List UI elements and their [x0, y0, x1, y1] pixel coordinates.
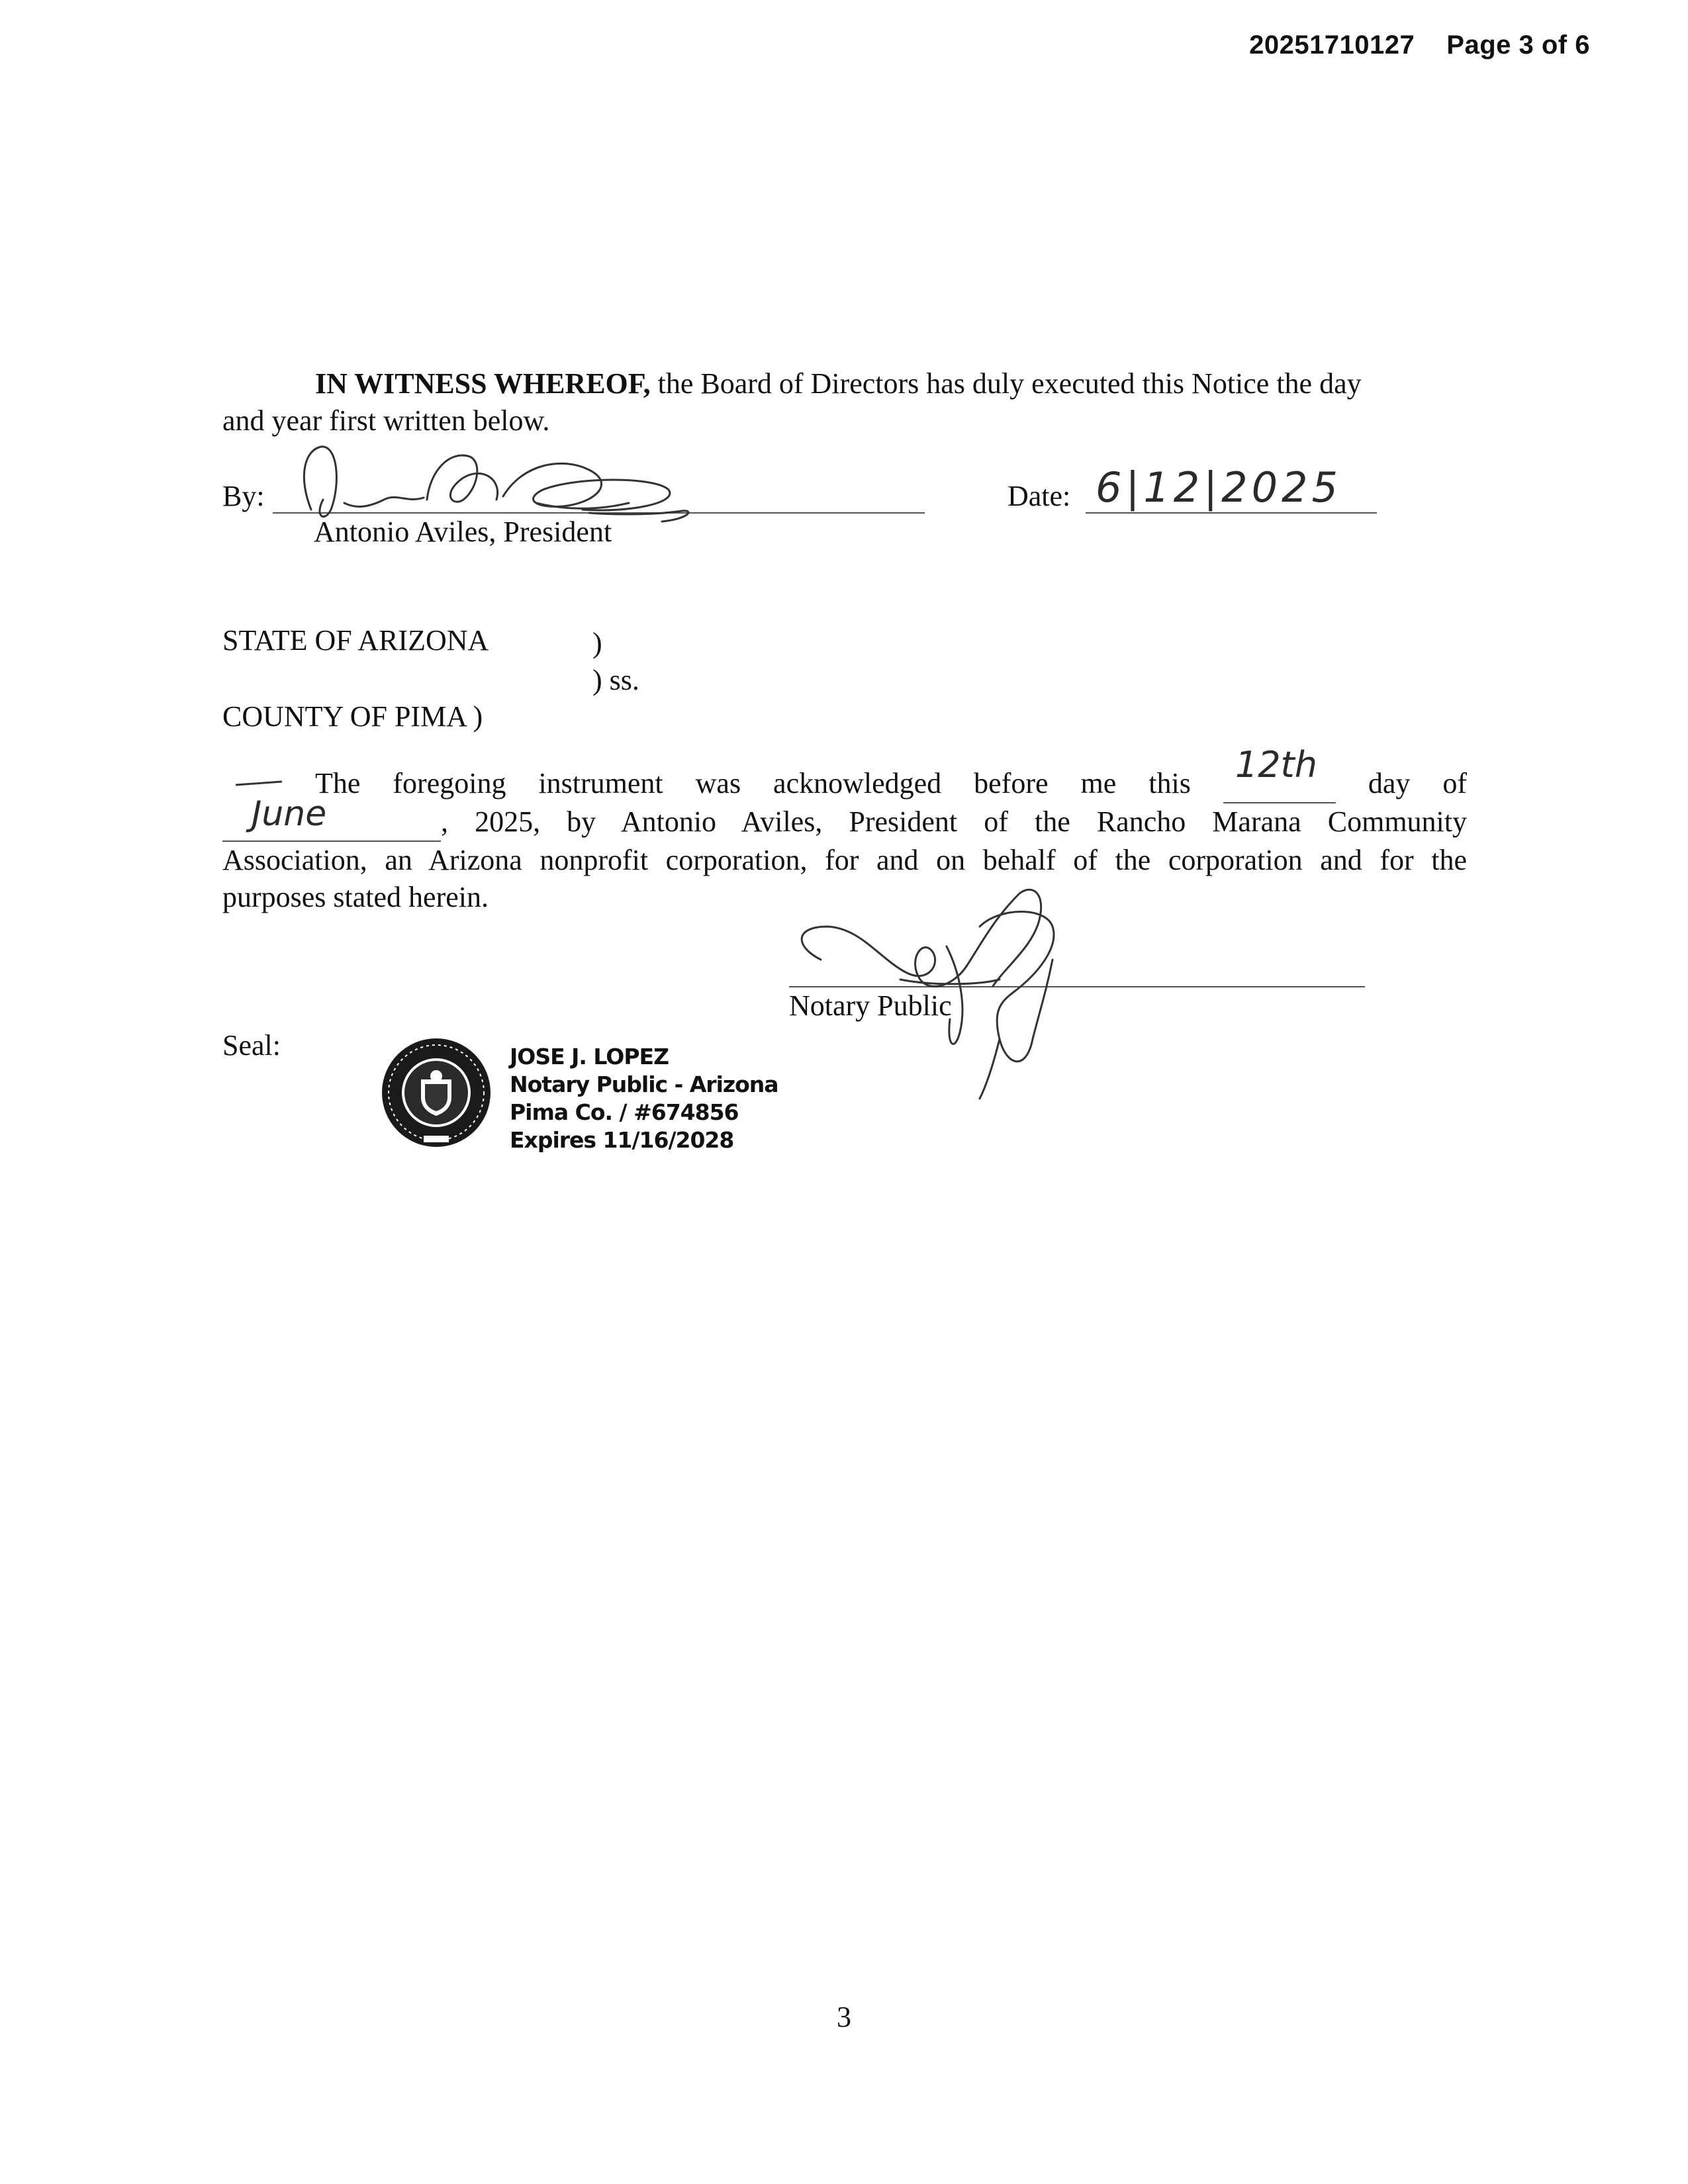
day-blank: [1223, 744, 1336, 803]
ack-part2: day of: [1368, 767, 1468, 799]
document-number: 20251710127: [1249, 30, 1415, 60]
witness-line2: and year first written below.: [222, 404, 550, 437]
page-number: 3: [837, 2001, 851, 2033]
witness-lead: IN WITNESS WHEREOF,: [315, 367, 651, 400]
venue-county: COUNTY OF PIMA ): [222, 700, 483, 733]
stamp-name: JOSE J. LOPEZ: [510, 1044, 669, 1069]
date-handwritten: 6|12|2025: [1096, 463, 1342, 512]
seal-label: Seal:: [222, 1029, 281, 1062]
venue-paren-ss: ) ss.: [592, 664, 639, 696]
notary-stamp-text: [510, 1043, 778, 1154]
by-label: By:: [222, 480, 265, 512]
stamp-expires: Expires 11/16/2028: [510, 1127, 734, 1153]
date-label: Date:: [1008, 480, 1071, 512]
witness-clause: [222, 365, 1467, 439]
day-handwritten: 12th: [1235, 744, 1317, 786]
venue-paren-1: ): [592, 627, 602, 659]
witness-line1: the Board of Directors has duly executed this Notice the day: [650, 367, 1362, 400]
page-indicator: Page 3 of 6: [1446, 30, 1590, 60]
ack-part1: The foregoing instrument was acknowledged before me this: [315, 767, 1191, 799]
month-handwritten: June: [252, 794, 327, 834]
date-line: [1086, 512, 1377, 514]
ack-part3: , 2025, by Antonio Aviles, President of the Rancho Marana Community: [441, 805, 1467, 838]
stamp-title: Notary Public - Arizona: [510, 1071, 778, 1097]
notary-seal-emblem: [380, 1036, 492, 1149]
month-blank: [222, 794, 441, 842]
stamp-commission: Pima Co. / #674856: [510, 1099, 739, 1125]
notary-public-label: Notary Public: [789, 989, 952, 1022]
ack-line4: purposes stated herein.: [222, 881, 489, 913]
ack-line3: Association, an Arizona nonprofit corporation, for and on behalf of the corporation and for the: [222, 844, 1467, 876]
page-header: [1249, 30, 1590, 60]
signer-name: Antonio Aviles, President: [314, 516, 612, 548]
venue-state: STATE OF ARIZONA: [222, 624, 489, 657]
